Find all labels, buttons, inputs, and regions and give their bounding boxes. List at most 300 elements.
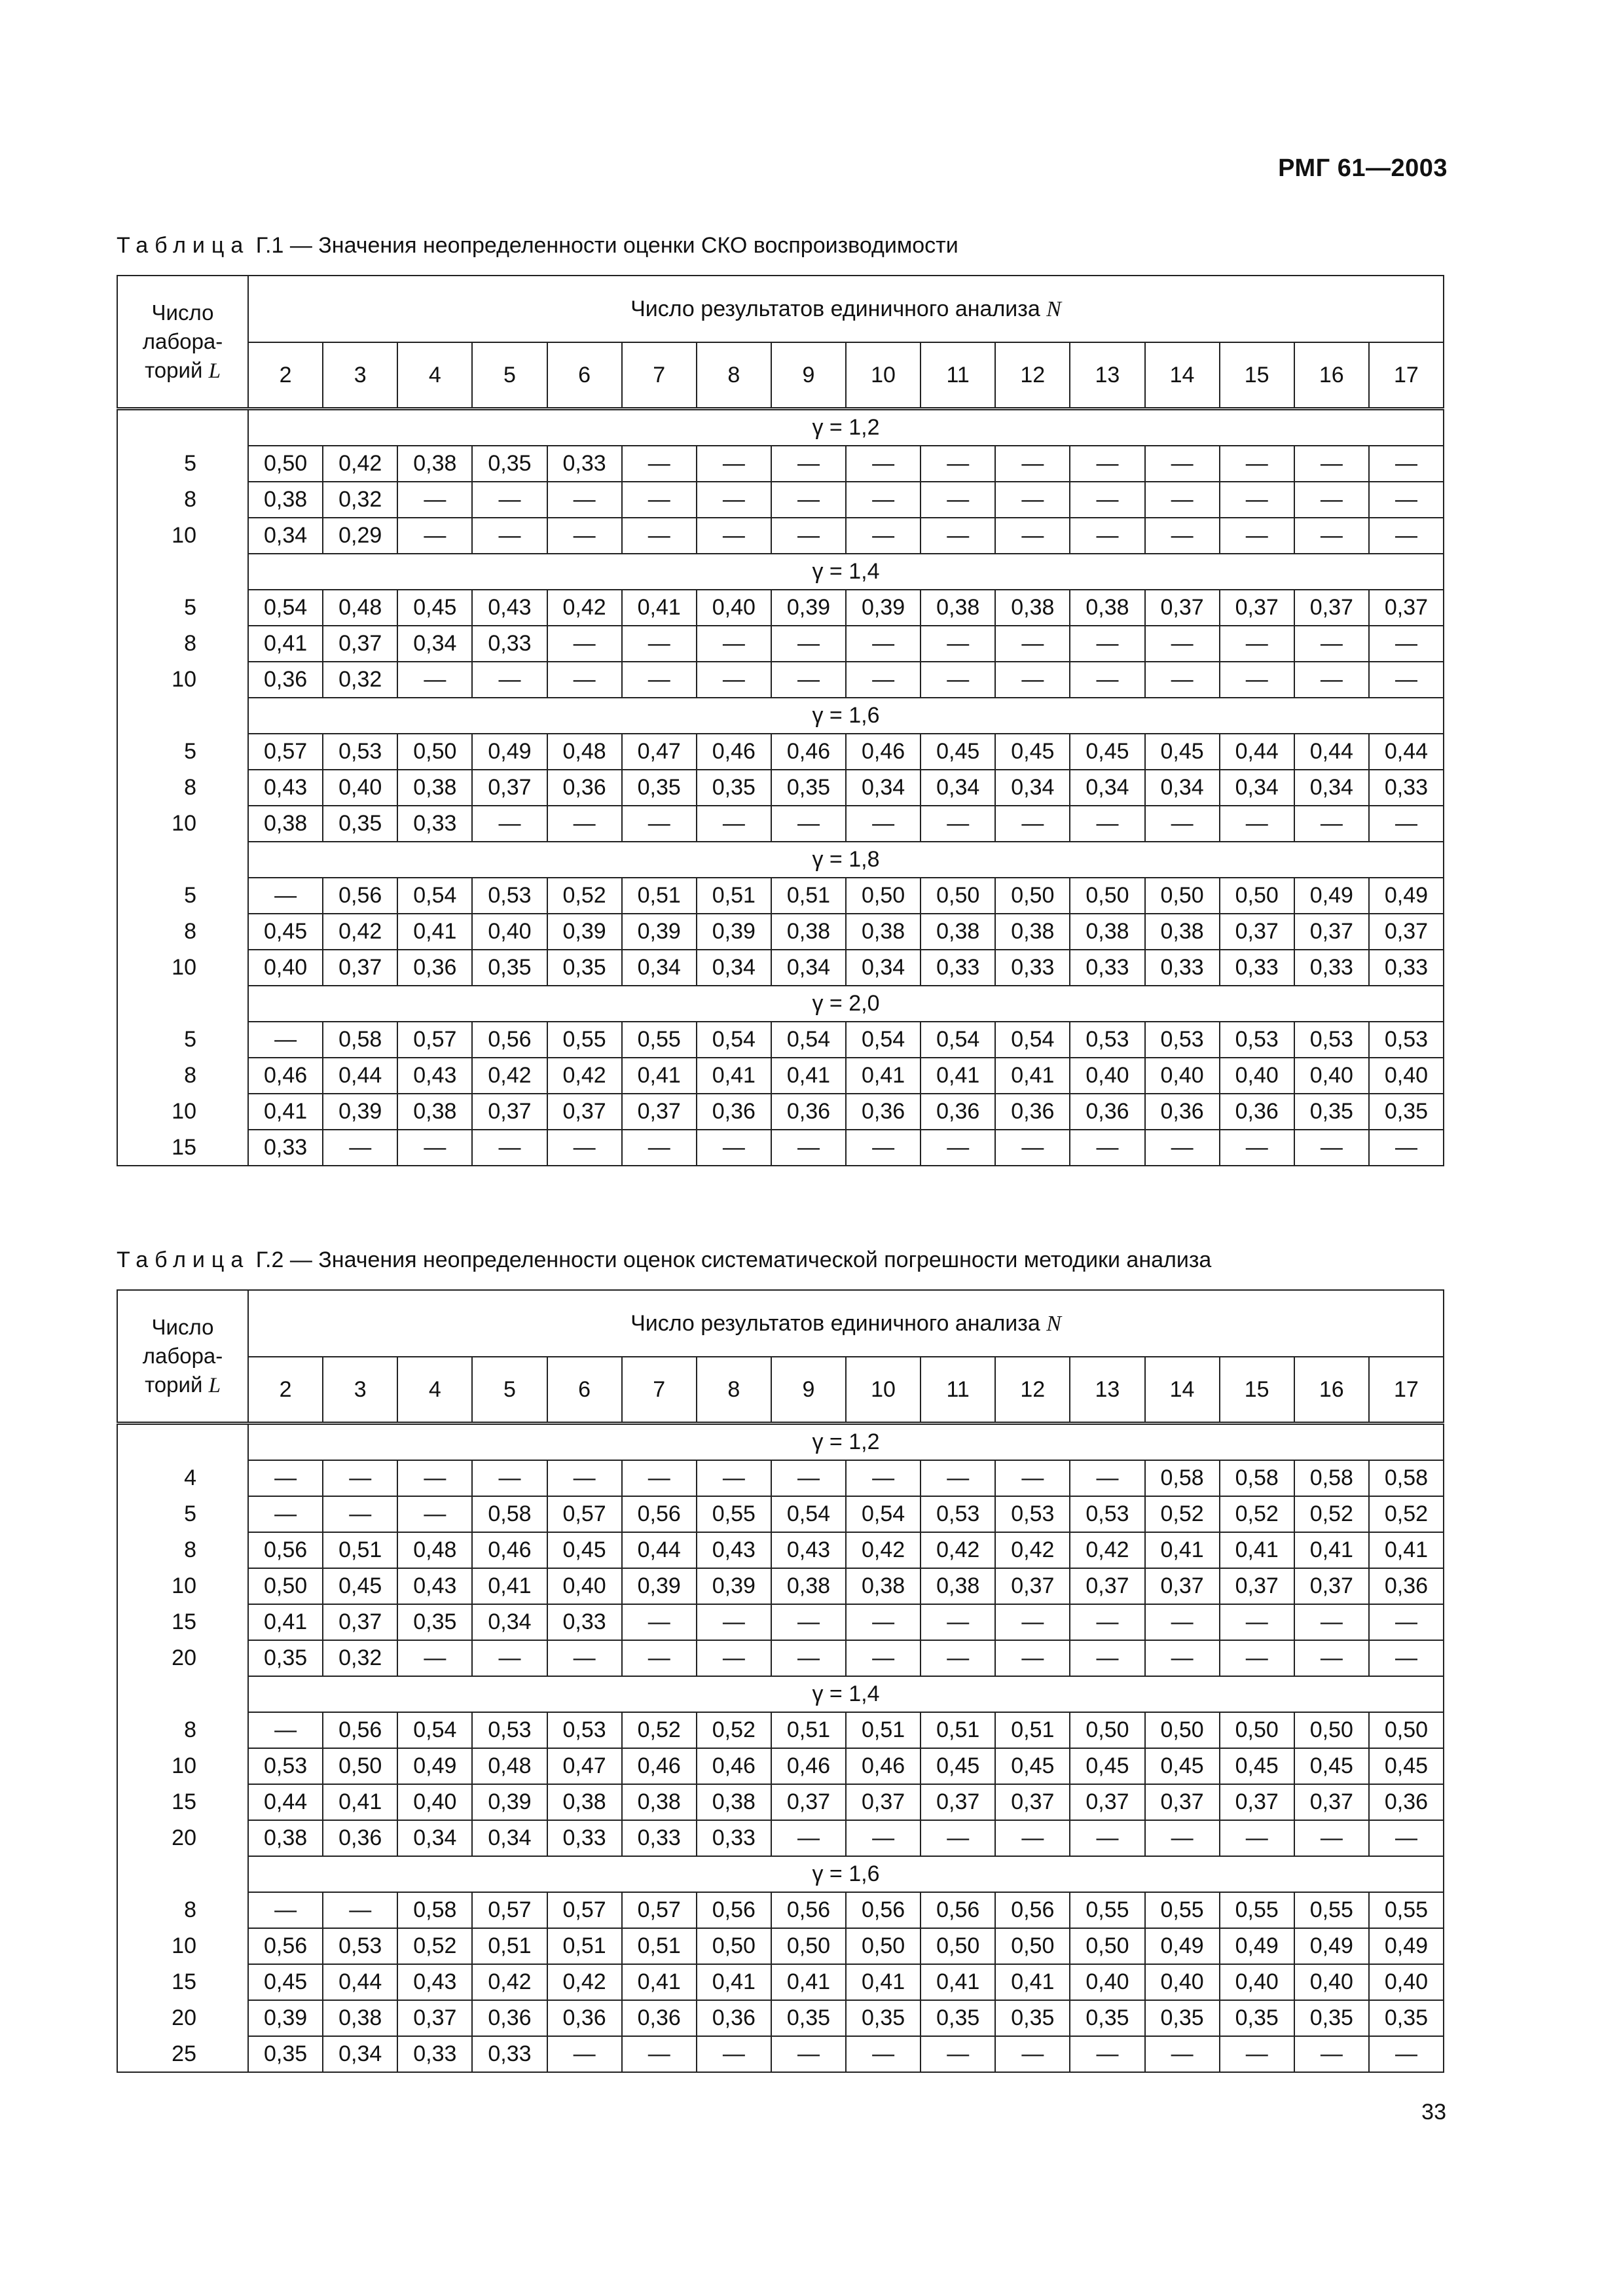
value-cell: 0,43 xyxy=(697,1532,771,1568)
value-cell: 0,50 xyxy=(1294,1712,1369,1748)
value-cell: 0,41 xyxy=(248,1094,323,1130)
value-cell: 0,37 xyxy=(547,1094,622,1130)
value-cell: 0,46 xyxy=(472,1532,547,1568)
value-cell: 0,38 xyxy=(248,806,323,842)
value-cell: 0,34 xyxy=(921,770,995,806)
value-cell: 0,56 xyxy=(323,878,397,914)
gamma-row xyxy=(117,409,1444,446)
gamma-row xyxy=(117,698,1444,734)
value-cell: 0,33 xyxy=(1145,950,1220,986)
value-cell: 0,33 xyxy=(1070,950,1144,986)
value-cell: — xyxy=(1220,626,1294,662)
value-cell: — xyxy=(547,1130,622,1166)
value-cell: — xyxy=(921,482,995,518)
value-cell: 0,35 xyxy=(1369,2000,1444,2036)
value-cell: 0,41 xyxy=(995,1058,1070,1094)
value-cell: 0,45 xyxy=(1220,1748,1294,1784)
value-cell: 0,38 xyxy=(547,1784,622,1820)
gamma-label: γ = 1,4 xyxy=(248,554,1444,590)
value-cell: — xyxy=(995,2036,1070,2072)
value-cell: — xyxy=(1294,2036,1369,2072)
value-cell: — xyxy=(547,1460,622,1496)
value-cell: — xyxy=(622,626,697,662)
lab-count-cell: 8 xyxy=(117,1532,248,1568)
value-cell: — xyxy=(995,662,1070,698)
value-cell: 0,45 xyxy=(995,1748,1070,1784)
value-cell: — xyxy=(771,2036,846,2072)
value-cell: 0,49 xyxy=(1220,1928,1294,1964)
value-cell: 0,41 xyxy=(697,1964,771,2000)
value-cell: 0,36 xyxy=(1145,1094,1220,1130)
value-cell: 0,56 xyxy=(248,1532,323,1568)
table-row xyxy=(117,2036,1444,2072)
value-cell: 0,56 xyxy=(697,1892,771,1928)
value-cell: — xyxy=(697,2036,771,2072)
value-cell: 0,37 xyxy=(323,950,397,986)
value-cell: — xyxy=(1294,1130,1369,1166)
value-cell: 0,52 xyxy=(697,1712,771,1748)
corner-header xyxy=(117,276,248,409)
column-header: 5 xyxy=(472,342,547,409)
empty-label-cell xyxy=(117,1856,248,1892)
value-cell: 0,40 xyxy=(397,1784,472,1820)
value-cell: 0,41 xyxy=(1369,1532,1444,1568)
lab-count-cell: 20 xyxy=(117,1640,248,1676)
value-cell: 0,37 xyxy=(1220,1784,1294,1820)
value-cell: 0,50 xyxy=(921,878,995,914)
value-cell: — xyxy=(1294,626,1369,662)
column-header: 4 xyxy=(397,342,472,409)
lab-count-cell: 8 xyxy=(117,1058,248,1094)
value-cell: 0,34 xyxy=(1070,770,1144,806)
value-cell: — xyxy=(1070,662,1144,698)
lab-count-cell: 20 xyxy=(117,2000,248,2036)
value-cell: 0,41 xyxy=(622,1964,697,2000)
value-cell: 0,37 xyxy=(995,1568,1070,1604)
table-row xyxy=(117,1928,1444,1964)
value-cell: — xyxy=(248,878,323,914)
value-cell: — xyxy=(1294,1604,1369,1640)
value-cell: — xyxy=(921,1640,995,1676)
value-cell: — xyxy=(622,518,697,554)
value-cell: — xyxy=(547,518,622,554)
gamma-row xyxy=(117,1676,1444,1712)
empty-label-cell xyxy=(117,1424,248,1461)
value-cell: — xyxy=(622,662,697,698)
value-cell: 0,34 xyxy=(697,950,771,986)
value-cell: — xyxy=(472,662,547,698)
value-cell: 0,34 xyxy=(771,950,846,986)
value-cell: 0,39 xyxy=(622,1568,697,1604)
value-cell: 0,50 xyxy=(1145,1712,1220,1748)
value-cell: — xyxy=(921,1130,995,1166)
lab-count-cell: 5 xyxy=(117,878,248,914)
value-cell: 0,57 xyxy=(397,1022,472,1058)
value-cell: 0,52 xyxy=(1369,1496,1444,1532)
value-cell: — xyxy=(1145,518,1220,554)
value-cell: — xyxy=(397,482,472,518)
value-cell: 0,58 xyxy=(1369,1460,1444,1496)
value-cell: — xyxy=(846,1460,921,1496)
value-cell: 0,48 xyxy=(547,734,622,770)
value-cell: 0,46 xyxy=(771,1748,846,1784)
value-cell: — xyxy=(846,626,921,662)
lab-count-cell: 10 xyxy=(117,662,248,698)
value-cell: 0,40 xyxy=(1070,1058,1144,1094)
table-g1 xyxy=(117,275,1444,1166)
value-cell: — xyxy=(771,518,846,554)
value-cell: 0,53 xyxy=(995,1496,1070,1532)
value-cell: 0,52 xyxy=(1220,1496,1294,1532)
table-row xyxy=(117,878,1444,914)
value-cell: 0,58 xyxy=(1294,1460,1369,1496)
value-cell: — xyxy=(1369,1820,1444,1856)
value-cell: — xyxy=(921,2036,995,2072)
value-cell: 0,34 xyxy=(846,770,921,806)
value-cell: 0,35 xyxy=(1220,2000,1294,2036)
table-row xyxy=(117,1712,1444,1748)
value-cell: 0,35 xyxy=(323,806,397,842)
table-row xyxy=(117,662,1444,698)
value-cell: 0,40 xyxy=(1294,1964,1369,2000)
table-row xyxy=(117,914,1444,950)
value-cell: — xyxy=(397,662,472,698)
value-cell: 0,37 xyxy=(771,1784,846,1820)
empty-label-cell xyxy=(117,409,248,446)
table-row xyxy=(117,806,1444,842)
column-header-row xyxy=(117,342,1444,409)
value-cell: 0,56 xyxy=(472,1022,547,1058)
value-cell: 0,38 xyxy=(846,914,921,950)
column-header: 8 xyxy=(697,1357,771,1424)
n-header xyxy=(248,276,1444,342)
value-cell: 0,36 xyxy=(771,1094,846,1130)
value-cell: — xyxy=(1294,446,1369,482)
value-cell: 0,48 xyxy=(472,1748,547,1784)
value-cell: — xyxy=(1070,1130,1144,1166)
gamma-label: γ = 1,2 xyxy=(248,409,1444,446)
value-cell: 0,35 xyxy=(697,770,771,806)
table-row xyxy=(117,1892,1444,1928)
value-cell: — xyxy=(1220,1640,1294,1676)
value-cell: 0,34 xyxy=(472,1604,547,1640)
value-cell: 0,33 xyxy=(547,1820,622,1856)
value-cell: 0,56 xyxy=(846,1892,921,1928)
lab-count-cell: 15 xyxy=(117,1604,248,1640)
value-cell: — xyxy=(547,662,622,698)
table-row xyxy=(117,1130,1444,1166)
lab-count-cell: 15 xyxy=(117,1784,248,1820)
value-cell: — xyxy=(1145,626,1220,662)
table-row xyxy=(117,446,1444,482)
value-cell: 0,50 xyxy=(995,878,1070,914)
table-row xyxy=(117,590,1444,626)
value-cell: 0,41 xyxy=(622,1058,697,1094)
value-cell: 0,46 xyxy=(697,734,771,770)
value-cell: — xyxy=(622,1604,697,1640)
value-cell: 0,49 xyxy=(1294,1928,1369,1964)
value-cell: 0,46 xyxy=(846,734,921,770)
value-cell: 0,40 xyxy=(1145,1964,1220,2000)
value-cell: 0,32 xyxy=(323,482,397,518)
value-cell: 0,36 xyxy=(846,1094,921,1130)
value-cell: — xyxy=(622,1460,697,1496)
value-cell: 0,37 xyxy=(1070,1568,1144,1604)
value-cell: — xyxy=(995,1460,1070,1496)
value-cell: 0,35 xyxy=(1070,2000,1144,2036)
gamma-label: γ = 1,6 xyxy=(248,1856,1444,1892)
n-variable: N xyxy=(1046,1311,1061,1336)
table-row xyxy=(117,1532,1444,1568)
table-caption xyxy=(117,1247,1211,1273)
value-cell: — xyxy=(1369,482,1444,518)
value-cell: 0,42 xyxy=(323,446,397,482)
value-cell: 0,51 xyxy=(921,1712,995,1748)
value-cell: 0,35 xyxy=(547,950,622,986)
value-cell: 0,36 xyxy=(397,950,472,986)
value-cell: — xyxy=(323,1496,397,1532)
value-cell: — xyxy=(622,2036,697,2072)
value-cell: 0,53 xyxy=(323,1928,397,1964)
value-cell: — xyxy=(1145,1640,1220,1676)
value-cell: — xyxy=(622,482,697,518)
value-cell: — xyxy=(1369,662,1444,698)
value-cell: 0,49 xyxy=(1369,878,1444,914)
value-cell: 0,33 xyxy=(397,2036,472,2072)
value-cell: — xyxy=(1070,2036,1144,2072)
corner-word: торий xyxy=(145,357,203,382)
value-cell: — xyxy=(1369,1604,1444,1640)
value-cell: 0,41 xyxy=(323,1784,397,1820)
value-cell: 0,42 xyxy=(846,1532,921,1568)
lab-count-cell: 8 xyxy=(117,482,248,518)
table-row xyxy=(117,482,1444,518)
value-cell: — xyxy=(995,806,1070,842)
value-cell: 0,39 xyxy=(622,914,697,950)
value-cell: 0,41 xyxy=(771,1058,846,1094)
value-cell: 0,57 xyxy=(622,1892,697,1928)
value-cell: 0,36 xyxy=(697,2000,771,2036)
value-cell: 0,33 xyxy=(622,1820,697,1856)
value-cell: — xyxy=(771,482,846,518)
lab-count-cell: 10 xyxy=(117,806,248,842)
lab-count-cell: 10 xyxy=(117,518,248,554)
value-cell: 0,50 xyxy=(846,1928,921,1964)
table-row xyxy=(117,1748,1444,1784)
value-cell: — xyxy=(1369,446,1444,482)
n-variable: N xyxy=(1046,296,1061,321)
value-cell: 0,55 xyxy=(1145,1892,1220,1928)
lab-count-cell: 10 xyxy=(117,1928,248,1964)
value-cell: — xyxy=(323,1892,397,1928)
lab-count-cell: 8 xyxy=(117,626,248,662)
value-cell: 0,37 xyxy=(1070,1784,1144,1820)
value-cell: 0,39 xyxy=(547,914,622,950)
value-cell: 0,52 xyxy=(1145,1496,1220,1532)
value-cell: 0,34 xyxy=(397,626,472,662)
table-row xyxy=(117,1604,1444,1640)
value-cell: — xyxy=(1294,518,1369,554)
lab-count-cell: 10 xyxy=(117,1748,248,1784)
value-cell: 0,43 xyxy=(397,1568,472,1604)
document-code: РМГ 61—2003 xyxy=(1278,154,1448,182)
value-cell: 0,37 xyxy=(1369,914,1444,950)
value-cell: 0,35 xyxy=(248,1640,323,1676)
table-row xyxy=(117,626,1444,662)
value-cell: 0,51 xyxy=(547,1928,622,1964)
gamma-row xyxy=(117,842,1444,878)
lab-count-cell: 25 xyxy=(117,2036,248,2072)
value-cell: — xyxy=(995,1130,1070,1166)
empty-label-cell xyxy=(117,986,248,1022)
value-cell: 0,43 xyxy=(397,1964,472,2000)
value-cell: 0,55 xyxy=(697,1496,771,1532)
value-cell: 0,56 xyxy=(323,1712,397,1748)
value-cell: 0,45 xyxy=(1294,1748,1369,1784)
value-cell: 0,37 xyxy=(622,1094,697,1130)
value-cell: — xyxy=(1145,446,1220,482)
value-cell: — xyxy=(995,518,1070,554)
value-cell: — xyxy=(1369,806,1444,842)
value-cell: 0,36 xyxy=(1220,1094,1294,1130)
value-cell: 0,33 xyxy=(1220,950,1294,986)
value-cell: — xyxy=(771,626,846,662)
value-cell: — xyxy=(1294,1640,1369,1676)
value-cell: — xyxy=(248,1496,323,1532)
value-cell: 0,36 xyxy=(248,662,323,698)
value-cell: — xyxy=(397,1460,472,1496)
value-cell: 0,45 xyxy=(921,1748,995,1784)
value-cell: 0,36 xyxy=(995,1094,1070,1130)
value-cell: — xyxy=(771,1604,846,1640)
value-cell: 0,38 xyxy=(397,770,472,806)
value-cell: 0,58 xyxy=(472,1496,547,1532)
value-cell: 0,47 xyxy=(622,734,697,770)
value-cell: — xyxy=(397,518,472,554)
value-cell: 0,36 xyxy=(472,2000,547,2036)
value-cell: 0,41 xyxy=(846,1058,921,1094)
corner-word: торий xyxy=(145,1372,203,1397)
value-cell: 0,46 xyxy=(846,1748,921,1784)
column-header: 13 xyxy=(1070,1357,1144,1424)
value-cell: 0,35 xyxy=(846,2000,921,2036)
value-cell: 0,50 xyxy=(1070,878,1144,914)
value-cell: 0,50 xyxy=(248,446,323,482)
value-cell: 0,44 xyxy=(323,1058,397,1094)
value-cell: — xyxy=(622,806,697,842)
value-cell: 0,41 xyxy=(1294,1532,1369,1568)
value-cell: 0,41 xyxy=(1145,1532,1220,1568)
value-cell: — xyxy=(1145,1130,1220,1166)
value-cell: — xyxy=(248,1460,323,1496)
value-cell: 0,33 xyxy=(397,806,472,842)
value-cell: 0,50 xyxy=(1145,878,1220,914)
value-cell: 0,48 xyxy=(397,1532,472,1568)
value-cell: 0,41 xyxy=(921,1058,995,1094)
value-cell: — xyxy=(846,518,921,554)
value-cell: 0,38 xyxy=(1070,914,1144,950)
corner-variable: L xyxy=(208,359,221,383)
column-header: 15 xyxy=(1220,342,1294,409)
value-cell: — xyxy=(1294,1820,1369,1856)
value-cell: 0,44 xyxy=(323,1964,397,2000)
value-cell: — xyxy=(1294,806,1369,842)
value-cell: 0,53 xyxy=(1070,1496,1144,1532)
value-cell: 0,38 xyxy=(921,914,995,950)
value-cell: 0,37 xyxy=(1369,590,1444,626)
lab-count-cell: 15 xyxy=(117,1964,248,2000)
value-cell: 0,43 xyxy=(771,1532,846,1568)
value-cell: 0,50 xyxy=(1220,878,1294,914)
value-cell: 0,44 xyxy=(1294,734,1369,770)
value-cell: 0,57 xyxy=(547,1892,622,1928)
corner-line: лабора- xyxy=(142,329,223,353)
table-row xyxy=(117,1460,1444,1496)
value-cell: 0,52 xyxy=(1294,1496,1369,1532)
value-cell: — xyxy=(771,662,846,698)
value-cell: 0,42 xyxy=(921,1532,995,1568)
corner-line: Число xyxy=(151,300,214,325)
value-cell: 0,35 xyxy=(472,950,547,986)
column-header: 13 xyxy=(1070,342,1144,409)
value-cell: 0,49 xyxy=(1294,878,1369,914)
value-cell: — xyxy=(1070,482,1144,518)
lab-count-cell: 5 xyxy=(117,1022,248,1058)
column-header: 12 xyxy=(995,342,1070,409)
value-cell: 0,44 xyxy=(622,1532,697,1568)
value-cell: — xyxy=(1070,1460,1144,1496)
value-cell: 0,54 xyxy=(771,1022,846,1058)
value-cell: 0,38 xyxy=(771,914,846,950)
value-cell: 0,53 xyxy=(323,734,397,770)
value-cell: 0,57 xyxy=(248,734,323,770)
value-cell: — xyxy=(472,1460,547,1496)
value-cell: 0,39 xyxy=(472,1784,547,1820)
value-cell: — xyxy=(1070,446,1144,482)
value-cell: 0,39 xyxy=(846,590,921,626)
value-cell: 0,35 xyxy=(771,770,846,806)
column-header: 8 xyxy=(697,342,771,409)
value-cell: 0,37 xyxy=(921,1784,995,1820)
value-cell: 0,49 xyxy=(1369,1928,1444,1964)
value-cell: 0,48 xyxy=(323,590,397,626)
value-cell: — xyxy=(697,518,771,554)
value-cell: 0,40 xyxy=(1369,1058,1444,1094)
n-header-text: Число результатов единичного анализа xyxy=(630,296,1040,321)
value-cell: — xyxy=(1220,482,1294,518)
empty-label-cell xyxy=(117,1676,248,1712)
value-cell: 0,36 xyxy=(1369,1784,1444,1820)
value-cell: 0,37 xyxy=(472,1094,547,1130)
value-cell: 0,33 xyxy=(248,1130,323,1166)
value-cell: 0,45 xyxy=(1145,734,1220,770)
value-cell: 0,37 xyxy=(1145,1784,1220,1820)
value-cell: 0,54 xyxy=(846,1496,921,1532)
value-cell: 0,44 xyxy=(1220,734,1294,770)
value-cell: 0,38 xyxy=(248,482,323,518)
value-cell: 0,38 xyxy=(622,1784,697,1820)
gamma-label: γ = 1,8 xyxy=(248,842,1444,878)
value-cell: — xyxy=(771,1130,846,1166)
value-cell: 0,44 xyxy=(248,1784,323,1820)
value-cell: 0,36 xyxy=(1070,1094,1144,1130)
value-cell: 0,54 xyxy=(697,1022,771,1058)
value-cell: 0,38 xyxy=(771,1568,846,1604)
lab-count-cell: 4 xyxy=(117,1460,248,1496)
value-cell: — xyxy=(1070,1640,1144,1676)
value-cell: — xyxy=(921,806,995,842)
value-cell: 0,33 xyxy=(472,2036,547,2072)
